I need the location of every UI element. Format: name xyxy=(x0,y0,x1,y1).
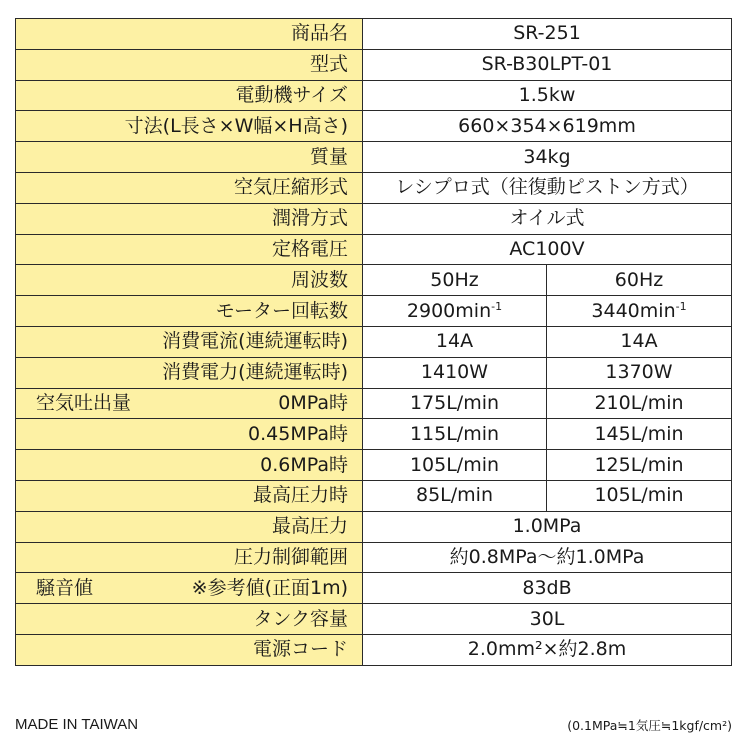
row-air-delivery-045 xyxy=(16,419,732,450)
row-value: 1.5kw xyxy=(363,80,732,111)
row-label: 圧力制御範囲 xyxy=(16,542,363,573)
row-label: 消費電流(連続運転時) xyxy=(16,326,363,357)
row-pressure-range xyxy=(16,542,732,573)
value-60hz: 210L/min xyxy=(547,388,732,419)
row-label: 0.45MPa時 xyxy=(16,419,363,450)
country-of-origin: MADE IN TAIWAN xyxy=(15,716,139,733)
value-60hz: 145L/min xyxy=(547,419,732,450)
row-label: 定格電圧 xyxy=(16,234,363,265)
row-tank-capacity xyxy=(16,604,732,635)
row-air-delivery-06 xyxy=(16,450,732,481)
unit-conversion-note: (0.1MPa≒1気圧≒1kgf/cm²) xyxy=(567,718,732,733)
sub-label: 0MPa時 xyxy=(278,391,348,414)
row-value: オイル式 xyxy=(363,203,732,234)
row-rated-voltage xyxy=(16,234,732,265)
value-60hz: 125L/min xyxy=(547,450,732,481)
row-noise xyxy=(16,573,732,604)
row-label xyxy=(16,573,363,604)
row-motor-size xyxy=(16,80,732,111)
row-label: 空気圧縮形式 xyxy=(16,172,363,203)
row-label: 商品名 xyxy=(16,19,363,50)
row-air-delivery-0 xyxy=(16,388,732,419)
row-weight xyxy=(16,142,732,173)
sub-label: ※参考値(正面1m) xyxy=(191,576,348,599)
row-label: 電源コード xyxy=(16,634,363,665)
row-value: 2.0mm²×約2.8m xyxy=(363,634,732,665)
row-value: SR-B30LPT-01 xyxy=(363,49,732,80)
value-50hz: 14A xyxy=(363,326,547,357)
value-50hz: 85L/min xyxy=(363,480,547,511)
row-value: AC100V xyxy=(363,234,732,265)
row-value: 約0.8MPa～約1.0MPa xyxy=(363,542,732,573)
row-air-delivery-max xyxy=(16,480,732,511)
row-value: 1.0MPa xyxy=(363,511,732,542)
row-lubrication xyxy=(16,203,732,234)
row-frequency xyxy=(16,265,732,296)
row-power-cord xyxy=(16,634,732,665)
value-60hz xyxy=(547,296,732,327)
row-label xyxy=(16,388,363,419)
row-value: レシプロ式（往復動ピストン方式） xyxy=(363,172,732,203)
row-label: タンク容量 xyxy=(16,604,363,635)
row-motor-rpm xyxy=(16,296,732,327)
group-label: 空気吐出量 xyxy=(36,391,132,414)
value-60hz: 14A xyxy=(547,326,732,357)
value-50hz xyxy=(363,296,547,327)
row-label: 最高圧力 xyxy=(16,511,363,542)
spec-table xyxy=(15,18,732,666)
row-dimensions xyxy=(16,111,732,142)
row-value: SR-251 xyxy=(363,19,732,50)
row-label: モーター回転数 xyxy=(16,296,363,327)
row-model xyxy=(16,49,732,80)
unit-superscript: -1 xyxy=(675,299,687,313)
row-value: 30L xyxy=(363,604,732,635)
value-50hz: 1410W xyxy=(363,357,547,388)
group-label: 騒音値 xyxy=(36,576,94,599)
row-max-pressure xyxy=(16,511,732,542)
value-50hz: 175L/min xyxy=(363,388,547,419)
row-value: 34kg xyxy=(363,142,732,173)
row-label: 最高圧力時 xyxy=(16,480,363,511)
row-value: 660×354×619mm xyxy=(363,111,732,142)
row-power xyxy=(16,357,732,388)
value-60hz: 105L/min xyxy=(547,480,732,511)
row-label: 電動機サイズ xyxy=(16,80,363,111)
row-label: 質量 xyxy=(16,142,363,173)
value-60hz: 1370W xyxy=(547,357,732,388)
row-label: 0.6MPa時 xyxy=(16,450,363,481)
row-compression-type xyxy=(16,172,732,203)
value-60hz: 60Hz xyxy=(547,265,732,296)
row-label: 寸法(L長さ×W幅×H高さ) xyxy=(16,111,363,142)
value-text: 3440min xyxy=(591,299,676,322)
unit-superscript: -1 xyxy=(491,299,503,313)
row-current xyxy=(16,326,732,357)
value-50hz: 105L/min xyxy=(363,450,547,481)
row-label: 潤滑方式 xyxy=(16,203,363,234)
row-label: 型式 xyxy=(16,49,363,80)
row-label: 消費電力(連続運転時) xyxy=(16,357,363,388)
row-product-name xyxy=(16,19,732,50)
value-50hz: 115L/min xyxy=(363,419,547,450)
value-50hz: 50Hz xyxy=(363,265,547,296)
row-label: 周波数 xyxy=(16,265,363,296)
row-value: 83dB xyxy=(363,573,732,604)
value-text: 2900min xyxy=(406,299,492,322)
